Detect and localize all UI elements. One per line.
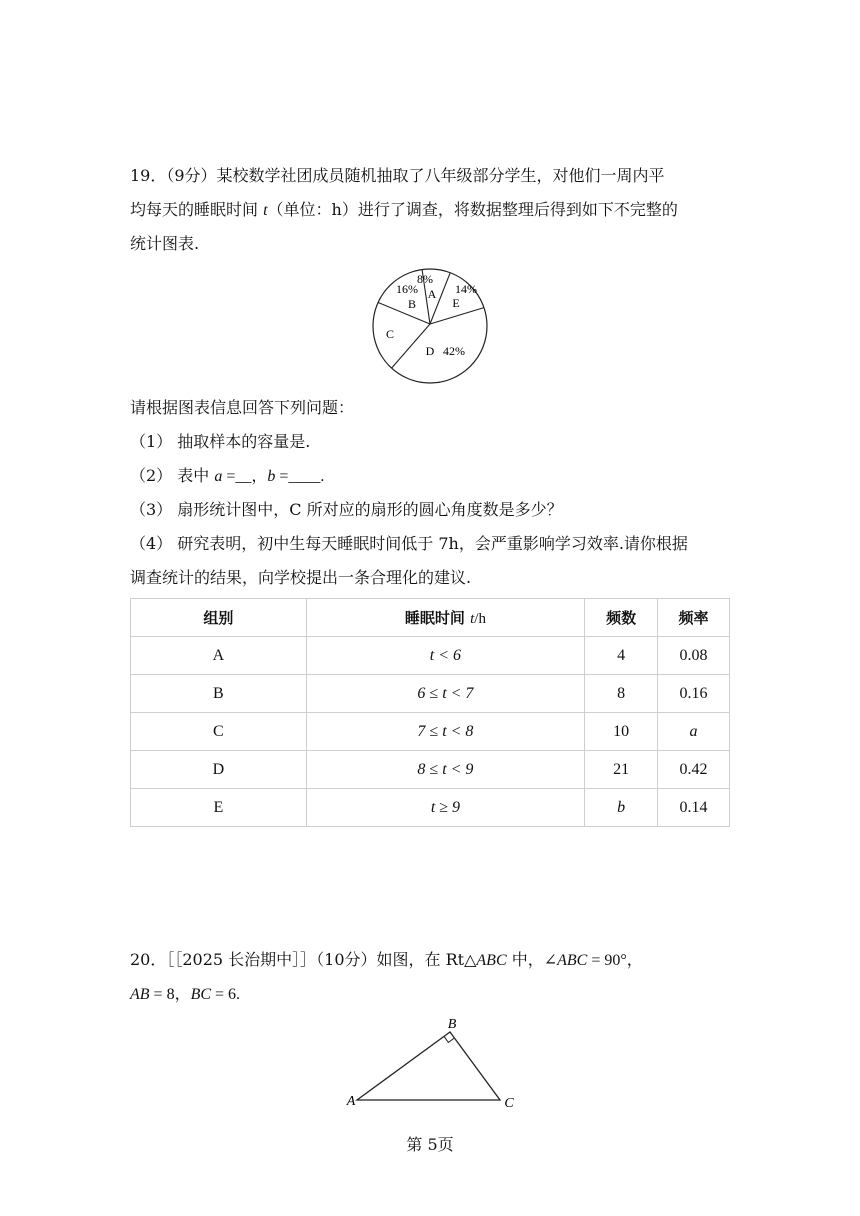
q19-sub-3: （3） 扇形统计图中，C 所对应的扇形的圆心角度数是多少？	[130, 500, 563, 519]
pie-slice-C-label: C	[385, 327, 395, 341]
cell-group: E	[131, 789, 307, 827]
vertex-label-B: B	[447, 1017, 457, 1032]
header-rate: 频率	[658, 599, 730, 637]
vertex-label-A: A	[346, 1094, 356, 1109]
cell-group: C	[131, 713, 307, 751]
table-row	[131, 675, 730, 713]
table-header-row	[131, 599, 730, 637]
pie-slice-E-label: E	[452, 296, 460, 310]
q19-sub-1: （1） 抽取样本的容量是.	[130, 432, 311, 451]
cell-rate: 0.16	[658, 675, 730, 713]
cell-rate: 0.42	[658, 751, 730, 789]
q19-sub-4-line-2: 调查统计的结果，向学校提出一条合理化的建议.	[130, 568, 472, 587]
triangle-abc	[357, 1032, 500, 1100]
q19-sub-4-line-1: （4） 研究表明，初中生每天睡眠时间低于 7h，会严重影响学习效率.请你根据	[130, 534, 688, 553]
page-number: 第 5页	[406, 1135, 454, 1154]
header-freq: 频数	[585, 599, 658, 637]
header-group: 组别	[131, 599, 307, 637]
pie-slice-D-label: D	[425, 344, 435, 358]
q19-line-2: 均每天的睡眠时间 t（单位：h）进行了调查，将数据整理后得到如下不完整的	[130, 200, 678, 219]
q20-line-2: AB = 8，BC = 6.	[130, 986, 241, 1003]
cell-freq: 21	[585, 751, 658, 789]
cell-group: A	[131, 637, 307, 675]
stats-table	[130, 598, 730, 827]
pie-slice-A-label: A	[427, 287, 437, 301]
cell-group: B	[131, 675, 307, 713]
cell-group: D	[131, 751, 307, 789]
cell-freq: b	[585, 789, 658, 827]
q19-sub-2: （2） 表中 a =__，b =____.	[130, 466, 325, 485]
right-angle-mark	[444, 1036, 454, 1042]
table-row	[131, 713, 730, 751]
pie-slice-D-percent: 42%	[443, 344, 465, 358]
cell-rate: a	[658, 713, 730, 751]
cell-time: t ≥ 9	[306, 789, 584, 827]
q19-line-1: 19．（9分）某校数学社团成员随机抽取了八年级部分学生，对他们一周内平	[130, 166, 665, 185]
cell-freq: 8	[585, 675, 658, 713]
header-time: 睡眠时间 t/h	[306, 599, 584, 637]
cell-freq: 10	[585, 713, 658, 751]
cell-rate: 0.14	[658, 789, 730, 827]
cell-time: 8 ≤ t < 9	[306, 751, 584, 789]
pie-slice-A-percent: 8%	[417, 272, 433, 286]
cell-freq: 4	[585, 637, 658, 675]
vertex-label-C: C	[504, 1096, 514, 1111]
pie-slice-B-percent: 16%	[396, 282, 418, 296]
pie-slice-E-percent: 14%	[455, 282, 477, 296]
table-row	[131, 637, 730, 675]
q20-line-1: 20．［［2025 长治期中］］（10分）如图，在 Rt△ABC 中，∠ABC = 90°，	[130, 950, 643, 969]
q19-line-3: 统计图表.	[130, 234, 200, 253]
table-row	[131, 789, 730, 827]
cell-time: t < 6	[306, 637, 584, 675]
cell-time: 7 ≤ t < 8	[306, 713, 584, 751]
pie-chart	[370, 266, 490, 386]
cell-time: 6 ≤ t < 7	[306, 675, 584, 713]
pie-slice-B-label: B	[407, 297, 417, 311]
triangle-figure	[340, 1012, 530, 1116]
table-row	[131, 751, 730, 789]
cell-rate: 0.08	[658, 637, 730, 675]
q19-prompt: 请根据图表信息回答下列问题：	[130, 398, 355, 417]
